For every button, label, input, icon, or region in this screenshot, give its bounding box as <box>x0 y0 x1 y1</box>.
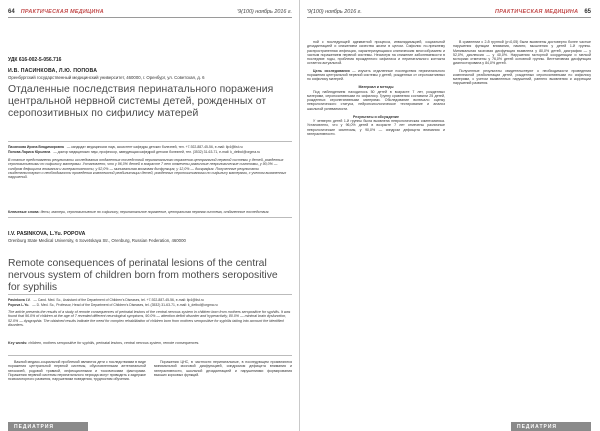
author-info-name: Popova L.Yu. <box>8 302 30 307</box>
keywords-ru <box>8 210 292 218</box>
abstract-ru: В статье представлены результаты исследования отдаленных последствий перинатального поражения центральной нервной системы у детей, рожденных серопозитивными по сифилису матерями. Установлено, что у 96,0% детей в возрасте 7 лет отмечены различные неврологические симптомы, у 90,0% — синдром дефицита внимания и гиперактивности, у 52,0% — минимальная мозговая дисфункция, у 12,0% — дисграфия. Полученные результаты свидетельствуют о необходимости проведения комплексной реабилитации детей, рожденных серопозитивными по сифилису матерями, с учетом выявленных нарушений. <box>8 158 287 180</box>
body-column-2 <box>154 360 292 420</box>
udk-code: УДК 616-002-5-056.716 <box>8 57 62 63</box>
right-page-number: 65 <box>584 9 591 15</box>
results-paragraph: У четверти детей 1-й группы была выявлена неврологическая симптоматика. Установлено, что у 96,0% детей в возрасте 7 лет отмечены различные неврологические симптомы, у 90,0% — синдром дефицита внимания и гиперактивности. <box>307 119 445 136</box>
authors-en: I.V. PASINKOVA, L.Yu. POPOVA <box>8 231 86 237</box>
left-page-number: 64 <box>8 9 15 15</box>
results-heading: Результаты и обсуждение <box>353 114 399 119</box>
right-header-rule <box>307 17 591 18</box>
goal-text: — изучить отдаленные последствия перинатального поражения центральной нервной системы у детей, рожденных от серопозитивных по сифилису матерей. <box>307 68 445 81</box>
author-info-row <box>8 303 292 308</box>
keywords-en-text: children, mothers seropositive for syphilis, perinatal lesions, central nervous system, remote consequences. <box>28 341 200 345</box>
keywords-en <box>8 341 292 345</box>
affiliation: Оренбургский государственный медицинский университет, 460000, г. Оренбург, ул. Советская, д. 6 <box>8 75 205 80</box>
author-info-text: — Cand. Med. Sc., Assistant of the Department of Children's Diseases, tel. +7-922-887-45-56, e-mail: ilp4@list.ru <box>33 298 204 302</box>
right-running-head <box>307 7 591 17</box>
right-section-tab <box>511 422 591 431</box>
goal-paragraph <box>307 69 445 82</box>
author-info-block <box>8 141 292 154</box>
authors: И.В. ПАСИНКОВА, Л.Ю. ПОПОВА <box>8 68 98 74</box>
methods-heading: Материал и методы <box>358 85 394 90</box>
body-paragraph: Поражения ЦНС, в частности перинатальные, в последующем проявляются минимальной мозговой дисфункцией, синдромом дефицита внимания и гиперактивности, школьной дезадаптацией и нарушениями формирования высших корковых функций. <box>154 360 292 377</box>
goal-label: Цель исследования <box>313 68 350 73</box>
affiliation-en: Orenburg State Medical University, 6 Sovetskaya Str., Orenburg, Russian Federation, 460000 <box>8 238 186 243</box>
right-page <box>301 0 600 431</box>
article-title-en: Remote consequences of perinatal lesions of the central nervous system of children born from mothers seropositive for syphilis <box>8 258 278 294</box>
right-issue-label: '9(100) ноябрь 2016 г. <box>307 9 362 15</box>
methods-paragraph: Под наблюдением находилось 50 детей в возрасте 7 лет, рожденных матерями, серопозитивными по сифилису. Группу сравнения составили 25 детей, рожденных серонегативными матерями. Обследование включало оценку неврологического статуса, нейропсихологическое тестирование и анализ школьной успеваемости. <box>307 89 445 111</box>
author-info-name: Попова Лариса Юрьевна <box>8 149 51 154</box>
body-column-1 <box>8 360 146 420</box>
left-journal-name: ПРАКТИЧЕСКАЯ МЕДИЦИНА <box>20 9 104 15</box>
author-info-block-en <box>8 294 292 307</box>
author-info-text: — D. Med. Sc., Professor, Head of the Department of Children's Diseases, tel. (3532) 31-63-71, e-mail: k_detbol@orgma.ru <box>32 302 218 307</box>
section-divider <box>8 355 292 356</box>
author-info-name: Пасинкова Ирина Владимировна <box>8 145 64 149</box>
author-info-row <box>8 150 292 155</box>
right-column-1 <box>307 40 445 415</box>
body-paragraph: В сравнении с 2-й группой (p<0,05) были выявлены достоверно более частые нарушения функции внимания, памяти, мышления у детей 1-й группы. Минимальная мозговая дисфункция выявлена у 80,0% детей, дисграфия — у 52,0%, дислексия — у 40,0%. Нарушения моторной координации и мелкой моторики отмечены у 76,0% детей основной группы. Вегетативная дисфункция диагностирована у 84,0% детей. <box>453 40 591 66</box>
left-section-tab <box>8 422 88 431</box>
left-running-head <box>8 7 292 17</box>
body-paragraph: Полученные результаты свидетельствуют о необходимости проведения комплексной реабилитации детей, рожденных серопозитивными по сифилису матерями, с учетом выявленных нарушений, раннего выявления и коррекции нарушений развития. <box>453 68 591 86</box>
body-paragraph: Важной медико-социальной проблемой являются дети с последствиями в виде поражения центральной нервной системы, обусловленными антенатальной гипоксией, родовой травмой, инфекционными и токсическими факторами. Поражения нервной системы перинатального периода могут приводить к задержке психомоторного развития, нарушениям поведения, трудностям обучения. <box>8 360 146 381</box>
left-header-rule <box>8 17 292 18</box>
article-title-ru: Отдаленные последствия перинатального поражения центральной нервной системы детей, рожденных от серопозитивных по сифилису матерей <box>8 84 274 120</box>
author-info-name: Pasinkova I.V. <box>8 298 31 302</box>
body-paragraph: ной с последующей адекватной процесса, инвалидизацией, социальной дезадаптацией и снижением качества жизни в целом. Сифилис по-прежнему распространенная инфекция, характеризующаяся клиническим многообразием и частым поражением нервной системы. Несмотря на снижение заболеваемости в последние годы, проблема врожденного сифилиса и перинатального контакта остается актуальной. <box>307 40 445 66</box>
section-caption: ПЕДИАТРИЯ <box>14 423 55 430</box>
left-issue-label: '9(100) ноябрь 2016 г. <box>237 9 292 15</box>
author-info-text: — кандидат медицинских наук, ассистент кафедры детских болезней, тел. +7-922-887-45-56, e-mail: ilp4@list.ru <box>66 145 243 149</box>
section-caption: ПЕДИАТРИЯ <box>517 423 558 430</box>
right-column-2 <box>453 40 591 415</box>
keywords-text: дети, матери, серопозитивные по сифилису, перинатальное поражение, центральная нервная система, отдаленные последствия. <box>40 210 270 214</box>
keywords-label: Ключевые слова: <box>8 210 40 214</box>
keywords-en-label: Key words: <box>8 341 28 345</box>
right-journal-name: ПРАКТИЧЕСКАЯ МЕДИЦИНА <box>495 9 579 15</box>
abstract-en: The article presents the results of a study of remote consequences of perinatal lesions of the central nervous system in children born from mothers seropositive for syphilis. It was found that 96.0% of children at the age of 7 revealed different neurological symptoms, 90.0% — attention deficit disorder and hyperactivity, 80.0% — minimal brain dysfunction, 52.0% — dysgraphia. The obtained results indicate the need for complex rehabilitation of children born from mothers seropositive for syphilis taking into account the identified disorders. <box>8 310 291 327</box>
author-info-text: — доктор медицинских наук, профессор, заведующая кафедрой детских болезней, тел. (3532) 31-63-71, e-mail: k_detbol@orgma.ru <box>53 149 261 154</box>
